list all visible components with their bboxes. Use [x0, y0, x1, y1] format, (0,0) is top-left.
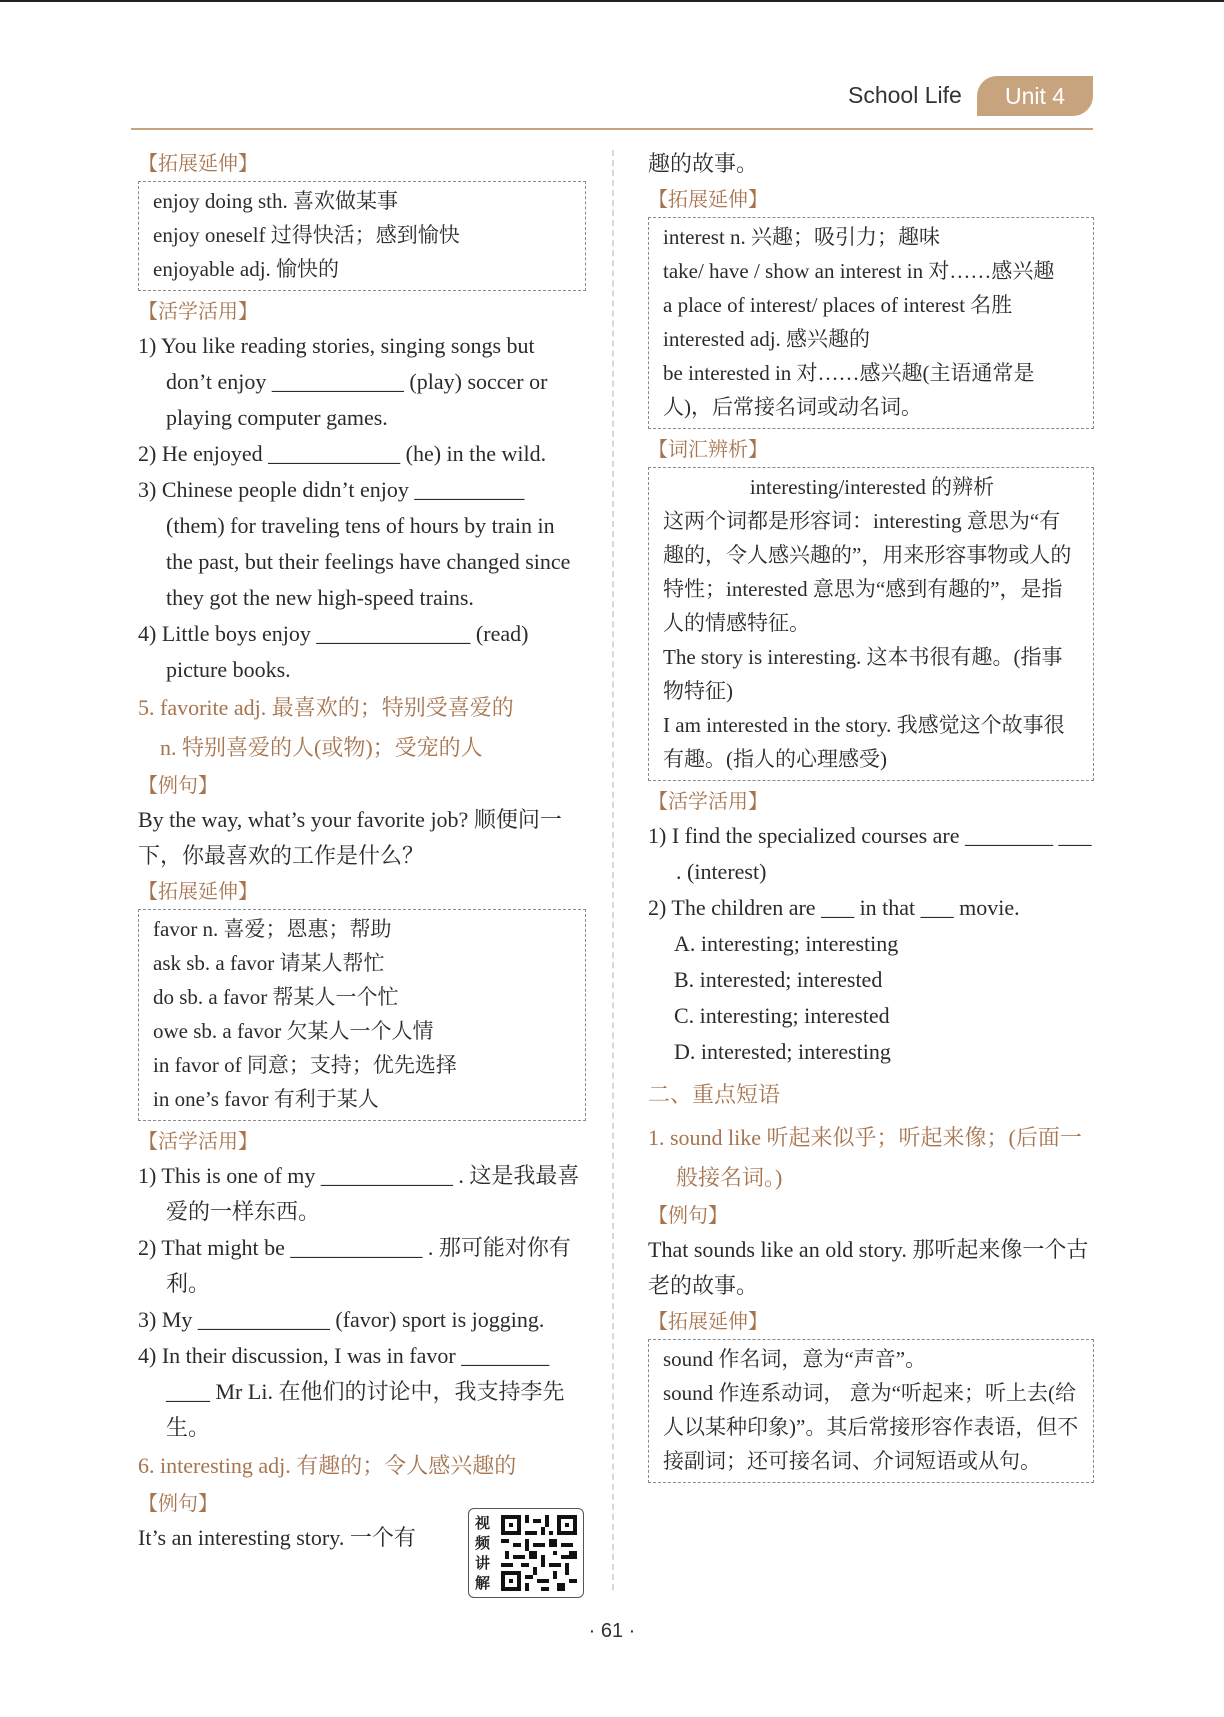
- vocab-tag: 【词汇辨析】: [648, 437, 768, 461]
- practice-tag: 【活学活用】: [648, 789, 768, 813]
- header-rule: [131, 128, 1093, 130]
- box-line: do sb. a favor 帮某人一个忙: [153, 985, 399, 1009]
- practice-tag: 【活学活用】: [138, 299, 258, 323]
- top-border: [0, 0, 1224, 2]
- vocab-title: interesting/interested 的辨析: [749, 475, 995, 499]
- extension-box-interest: [648, 217, 1094, 429]
- exercise-item: 4) Little boys enjoy ______________ (read) picture books.: [138, 621, 529, 682]
- example-sentence: That sounds like an old story. 那听起来像一个古老的故事。: [648, 1237, 1089, 1298]
- entry-favorite-noun: n. 特别喜爱的人(或物)；受宠的人: [160, 735, 483, 760]
- qr-code-icon: [501, 1515, 577, 1591]
- box-line: in favor of 同意；支持；优先选择: [153, 1053, 457, 1077]
- box-line: be interested in 对……感兴趣(主语通常是人)，后常接名词或动名词。: [663, 361, 1035, 419]
- extension-tag: 【拓展延伸】: [138, 151, 258, 175]
- box-line: 这两个词都是形容词：interesting 意思为“有趣的，令人感兴趣的”，用来形容事物或人的特性；interested 意思为“感到有趣的”，是指人的情感特征。: [663, 509, 1072, 635]
- box-line: take/ have / show an interest in 对……感兴趣: [663, 259, 1055, 283]
- extension-box-enjoy: [138, 181, 586, 291]
- box-line: interest n. 兴趣；吸引力；趣味: [663, 225, 941, 249]
- video-qr-code[interactable]: [468, 1508, 584, 1598]
- box-line: favor n. 喜爱；恩惠；帮助: [153, 917, 392, 941]
- exercise-item: 1) This is one of my ____________ . 这是我最喜爱的一样东西。: [138, 1163, 580, 1224]
- exercise-item: 2) That might be ____________ . 那可能对你有利。: [138, 1235, 571, 1296]
- option-c: C. interesting; interested: [674, 1003, 890, 1028]
- box-line: interested adj. 感兴趣的: [663, 327, 871, 351]
- example-continuation: 趣的故事。: [648, 151, 759, 176]
- option-b: B. interested; interested: [674, 967, 883, 992]
- box-line: enjoyable adj. 愉快的: [153, 257, 340, 281]
- example-sentence: It’s an interesting story. 一个有: [138, 1525, 416, 1550]
- page-number: · 61 ·: [588, 1620, 636, 1642]
- exercise-item: 1) You like reading stories, singing songs but don’t enjoy ____________ (play) soccer or playing computer games.: [138, 333, 548, 430]
- header-section-title: School Life: [848, 82, 962, 108]
- exercise-item: 3) Chinese people didn’t enjoy __________ (them) for traveling tens of hours by train in the past, but their feelings have changed since they got the new high-speed trains.: [138, 477, 571, 610]
- box-line: enjoy oneself 过得快活；感到愉快: [153, 223, 460, 247]
- vocab-box: [648, 467, 1094, 781]
- example-tag: 【例句】: [138, 773, 218, 797]
- extension-box-favor: [138, 909, 586, 1121]
- phrase-sound-like: 1. sound like 听起来似乎；听起来像；(后面一般接名词。): [648, 1125, 1082, 1190]
- extension-tag: 【拓展延伸】: [648, 187, 768, 211]
- entry-interesting: 6. interesting adj. 有趣的；令人感兴趣的: [138, 1453, 517, 1478]
- box-line: in one’s favor 有利于某人: [153, 1087, 379, 1111]
- box-line: I am interested in the story. 我感觉这个故事很有趣。(指人的心理感受): [663, 713, 1065, 771]
- unit-badge: Unit 4: [977, 76, 1093, 116]
- box-line: sound 作名词，意为“声音”。: [663, 1347, 927, 1371]
- box-line: a place of interest/ places of interest 名胜: [663, 293, 1013, 317]
- box-line: sound 作连系动词， 意为“听起来；听上去(给人以某种印象)”。其后常接形容作表语，但不接副词；还可接名词、介词短语或从句。: [663, 1381, 1079, 1473]
- box-line: ask sb. a favor 请某人帮忙: [153, 951, 385, 975]
- example-sentence: By the way, what’s your favorite job? 顺便问一下，你最喜欢的工作是什么？: [138, 807, 562, 868]
- extension-tag: 【拓展延伸】: [648, 1309, 768, 1333]
- column-divider: [612, 150, 614, 1590]
- extension-tag: 【拓展延伸】: [138, 879, 258, 903]
- entry-favorite: 5. favorite adj. 最喜欢的；特别受喜爱的: [138, 695, 514, 720]
- exercise-item: 4) In their discussion, I was in favor ________ ____ Mr Li. 在他们的讨论中，我支持李先生。: [138, 1343, 565, 1440]
- exercise-item: 3) My ____________ (favor) sport is jogging.: [138, 1307, 545, 1332]
- option-a: A. interesting; interesting: [674, 931, 899, 956]
- qr-label: 视频讲解: [475, 1514, 491, 1592]
- extension-box-sound: [648, 1339, 1094, 1483]
- exercise-item: 2) He enjoyed ____________ (he) in the wild.: [138, 441, 547, 466]
- exercise-item: 1) I find the specialized courses are ________ ___ . (interest): [648, 823, 1092, 884]
- left-column: [138, 146, 586, 1556]
- option-d: D. interested; interesting: [674, 1039, 891, 1064]
- example-tag: 【例句】: [138, 1491, 218, 1515]
- exercise-item: 2) The children are ___ in that ___ movie.: [648, 895, 1020, 920]
- box-line: owe sb. a favor 欠某人一个人情: [153, 1019, 434, 1043]
- box-line: enjoy doing sth. 喜欢做某事: [153, 189, 398, 213]
- section-heading: 二、重点短语: [648, 1083, 781, 1108]
- example-tag: 【例句】: [648, 1203, 728, 1227]
- right-column: [648, 146, 1094, 1486]
- box-line: The story is interesting. 这本书很有趣。(指事物特征): [663, 645, 1063, 703]
- practice-tag: 【活学活用】: [138, 1129, 258, 1153]
